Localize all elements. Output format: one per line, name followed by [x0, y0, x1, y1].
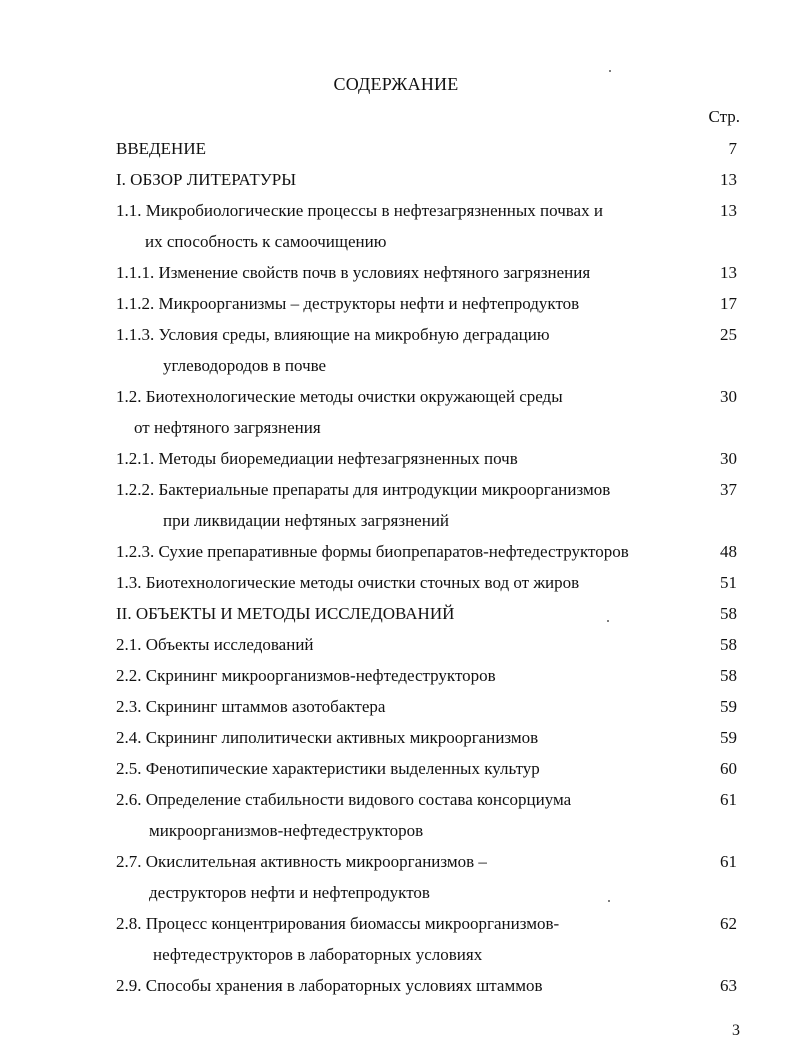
toc-entry: II. ОБЪЕКТЫ И МЕТОДЫ ИССЛЕДОВАНИЙ [116, 604, 455, 623]
toc-page-number: 13 [720, 170, 737, 189]
toc-page-number: 13 [720, 201, 737, 220]
toc-page-number: 58 [720, 604, 737, 623]
toc-page-number: 48 [720, 542, 737, 561]
toc-entry: 2.8. Процесс концентрирования биомассы микроорганизмов- [116, 914, 560, 933]
toc-entry: 1.2.3. Сухие препаративные формы биопрепаратов-нефтедеструкторов [116, 542, 629, 561]
toc-entry: 2.9. Способы хранения в лабораторных условиях штаммов [116, 976, 543, 995]
toc-entry: 1.2.2. Бактериальные препараты для интродукции микроорганизмов [116, 480, 611, 499]
toc-page-number: 59 [720, 697, 737, 716]
toc-page-number: 25 [720, 325, 737, 344]
toc-entry: 1.1.1. Изменение свойств почв в условиях нефтяного загрязнения [116, 263, 591, 282]
toc-page-number: 13 [720, 263, 737, 282]
toc-entry: 1.2.1. Методы биоремедиации нефтезагрязненных почв [116, 449, 518, 468]
toc-page-number: 37 [720, 480, 737, 499]
toc-page-number: 61 [720, 790, 737, 809]
toc-page-number: 17 [720, 294, 737, 313]
toc-entry-continuation: углеводородов в почве [163, 356, 327, 375]
toc-page-number: 7 [728, 139, 737, 158]
toc-entry: I. ОБЗОР ЛИТЕРАТУРЫ [116, 170, 297, 189]
toc-page-number: 59 [720, 728, 737, 747]
toc-entry-continuation: деструкторов нефти и нефтепродуктов [149, 883, 430, 902]
scan-speck [607, 620, 609, 622]
toc-entry: ВВЕДЕНИЕ [116, 139, 206, 158]
page-title: СОДЕРЖАНИЕ [333, 74, 459, 94]
toc-entry: 2.3. Скрининг штаммов азотобактера [116, 697, 386, 716]
scan-speck [608, 900, 610, 902]
page-number: 3 [732, 1022, 740, 1039]
toc-entry: 2.7. Окислительная активность микроорганизмов – [116, 852, 487, 871]
toc-page-number: 60 [720, 759, 737, 778]
toc-page-number: 61 [720, 852, 737, 871]
toc-entry-continuation: нефтедеструкторов в лабораторных условиях [153, 945, 483, 964]
toc-page-number: 58 [720, 635, 737, 654]
toc-page-number: 62 [720, 914, 737, 933]
toc-entry-continuation: от нефтяного загрязнения [134, 418, 321, 437]
toc-entry: 2.5. Фенотипические характеристики выделенных культур [116, 759, 540, 778]
toc-entry: 1.1.2. Микроорганизмы – деструкторы нефти и нефтепродуктов [116, 294, 580, 313]
toc-page-number: 58 [720, 666, 737, 685]
toc-entry: 2.2. Скрининг микроорганизмов-нефтедеструкторов [116, 666, 496, 685]
toc-entry: 1.2. Биотехнологические методы очистки окружающей среды [116, 387, 563, 406]
scan-speck [609, 70, 611, 72]
toc-entry: 2.6. Определение стабильности видового состава консорциума [116, 790, 572, 809]
toc-entry: 2.1. Объекты исследований [116, 635, 314, 654]
toc-entry: 1.3. Биотехнологические методы очистки сточных вод от жиров [116, 573, 580, 592]
toc-page-number: 51 [720, 573, 737, 592]
toc-page-number: 63 [720, 976, 737, 995]
toc-entry-continuation: при ликвидации нефтяных загрязнений [163, 511, 450, 530]
page-column-header: Стр. [708, 107, 740, 126]
toc-entry: 1.1.3. Условия среды, влияющие на микробную деградацию [116, 325, 550, 344]
toc-entry-continuation: микроорганизмов-нефтедеструкторов [149, 821, 424, 840]
toc-page-number: 30 [720, 387, 737, 406]
toc-entry: 1.1. Микробиологические процессы в нефтезагрязненных почвах и [116, 201, 603, 220]
toc-entry: 2.4. Скрининг липолитически активных микроорганизмов [116, 728, 539, 747]
toc-page-number: 30 [720, 449, 737, 468]
toc-entry-continuation: их способность к самоочищению [145, 232, 387, 251]
